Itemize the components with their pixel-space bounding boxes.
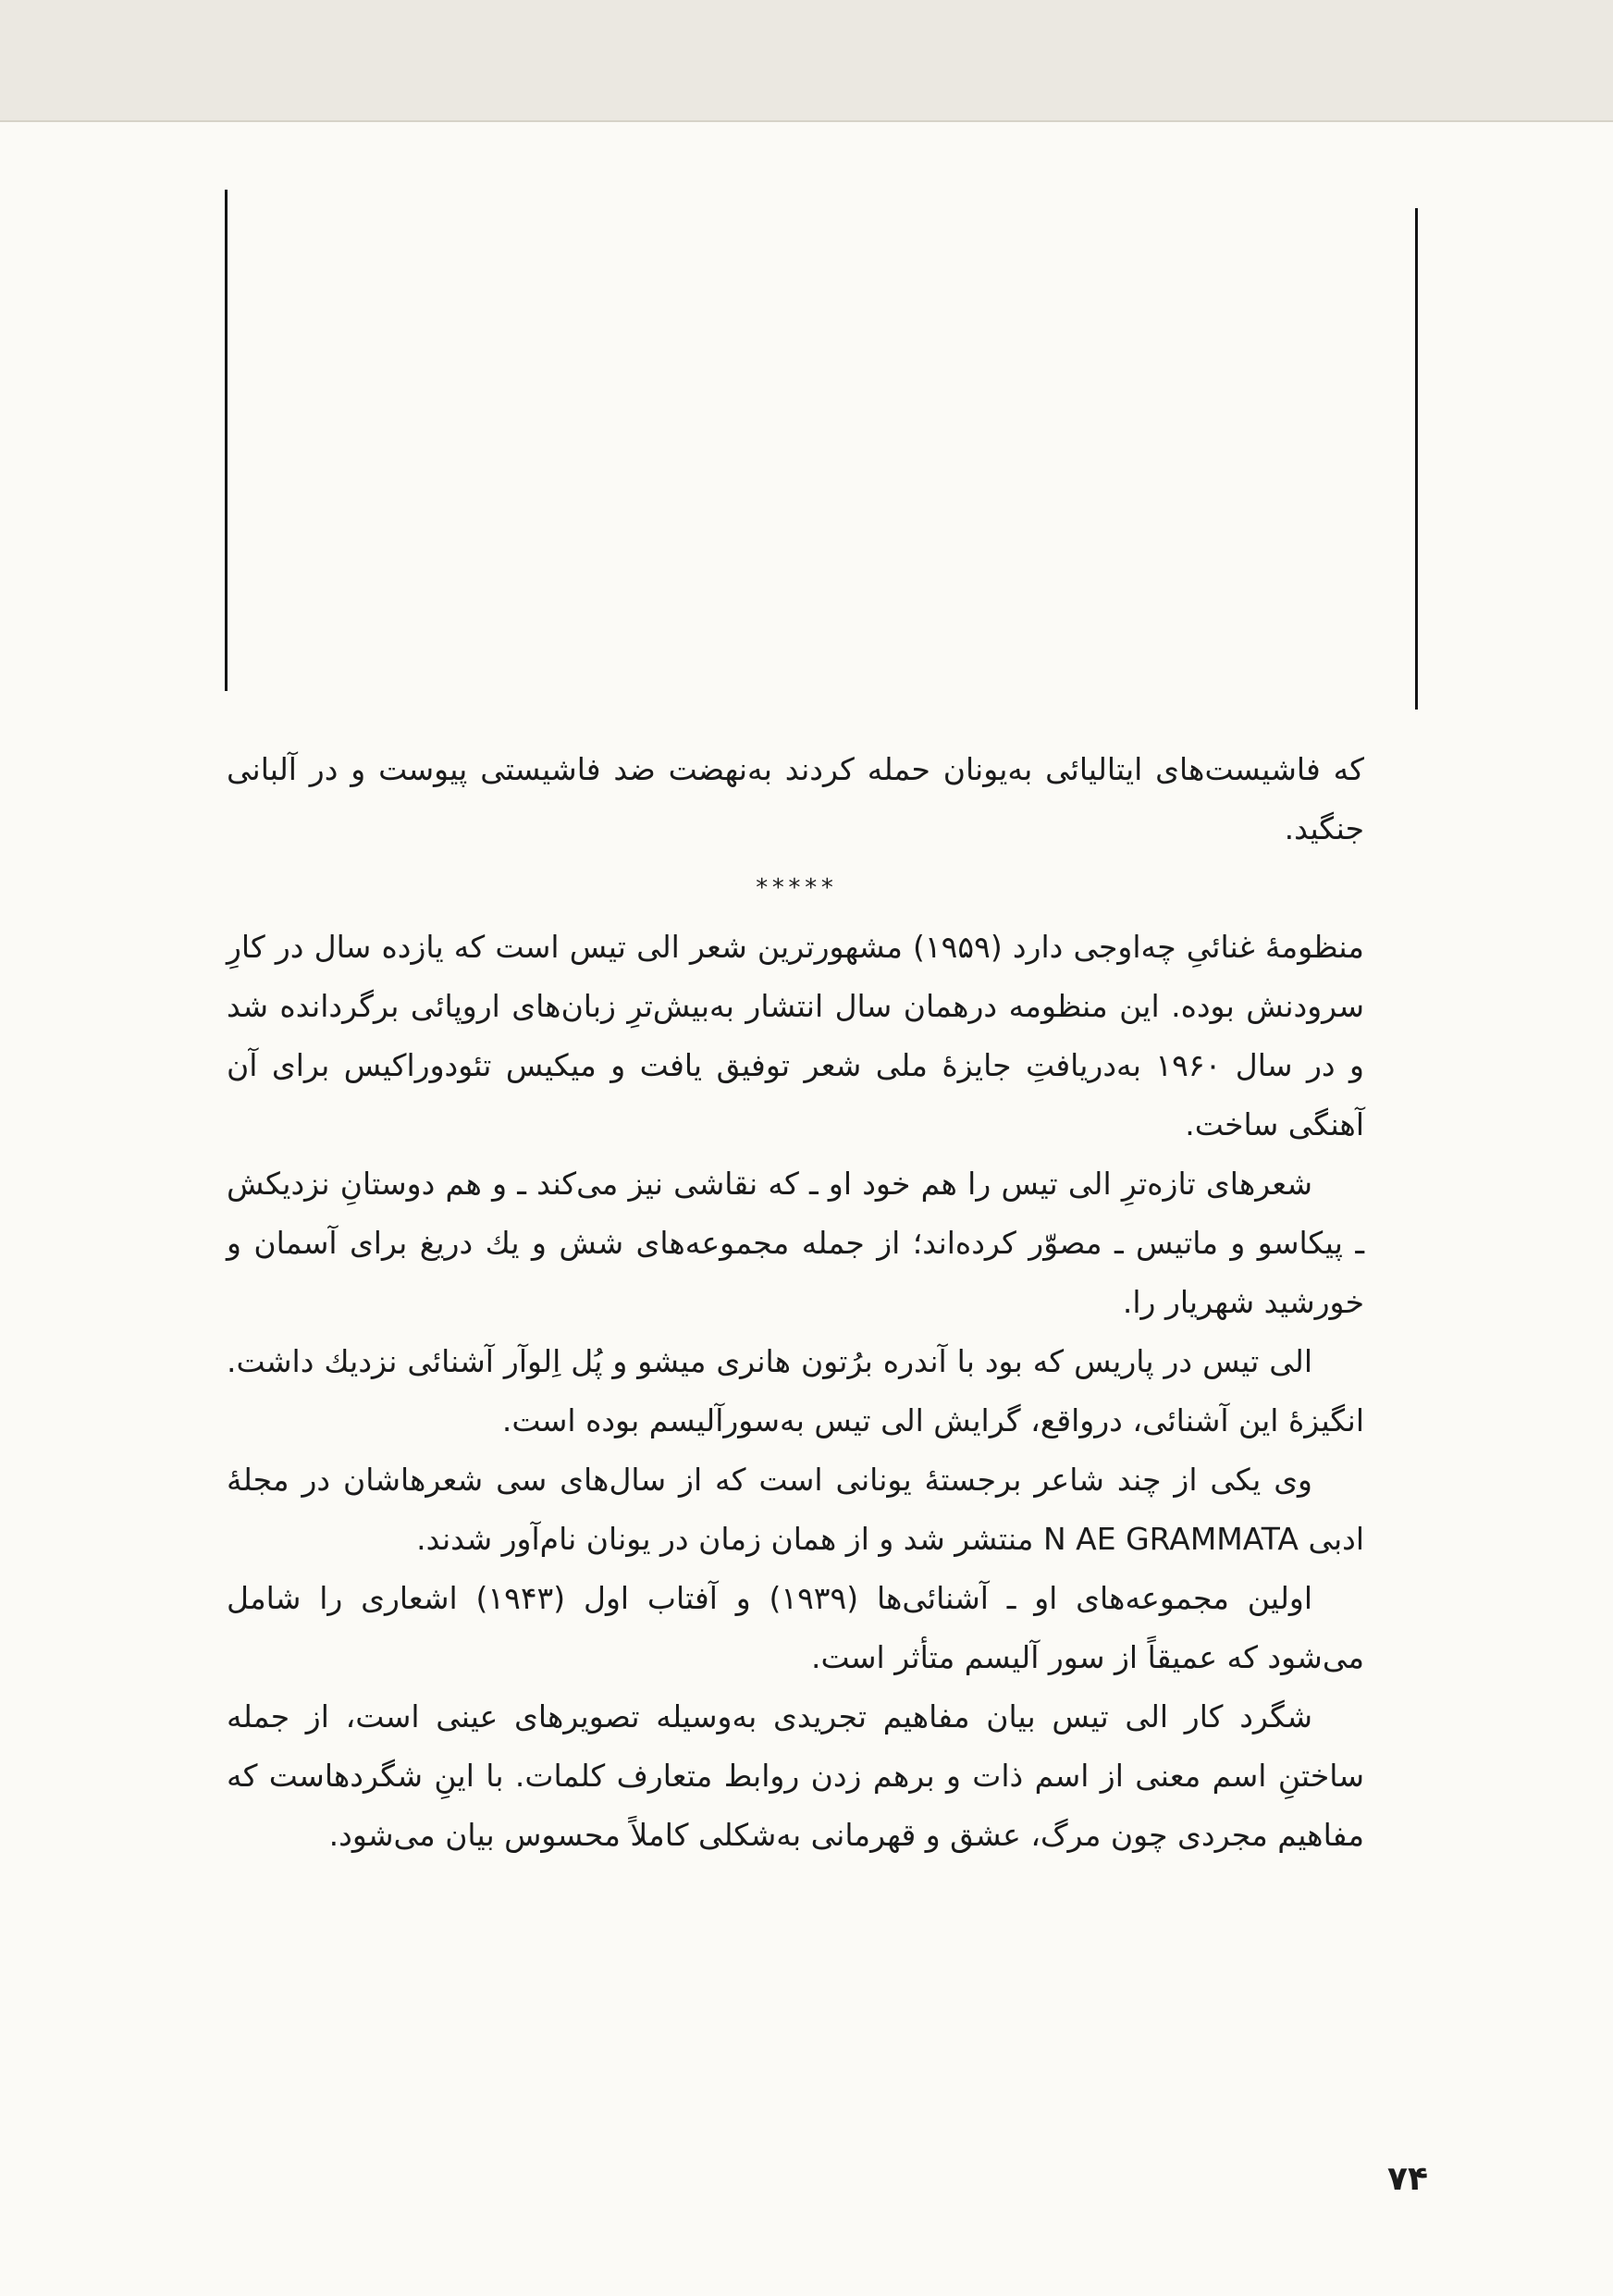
paragraph: اولین مجموعه‌های او ـ آشنائی‌ها (۱۹۳۹) و آفتاب اول (۱۹۴۳) اشعاری را شامل می‌شود که عمیقاً از سور آلیسم متأثر است.: [227, 1580, 1364, 1675]
paragraph: وی یکی از چند شاعر برجستهٔ یونانی است که از سال‌های سی شعرهاشان در مجلهٔ ادبی N AE GRAMMATA منتشر شد و از همان زمان در یونان نام‌آور شدند.: [227, 1462, 1364, 1557]
page-top-edge: [0, 0, 1613, 130]
left-border-line: [225, 190, 228, 691]
paragraph: که فاشیست‌های ایتالیائی به‌یونان حمله کردند به‌نهضت ضد فاشیستی پیوست و در آلبانی جنگید.: [227, 751, 1364, 846]
right-border-line: [1415, 208, 1418, 710]
paragraph: شعرهای تازه‌ترِ الی تیس را هم خود او ـ که نقاشی نیز می‌کند ـ و هم دوستانِ نزدیکش ـ پیکاسو و ماتیس ـ مصوّر کرده‌اند؛ از جمله مجموعه‌های شش و یك دریغ برای آسمان و خورشید شهریار را.: [227, 1166, 1364, 1320]
paragraph: منظومهٔ غنائیِ چه‌اوجی دارد (۱۹۵۹) مشهورترین شعر الی تیس است که یازده سال در کارِ سرودنش بوده. این منظومه درهمان سال انتشار به‌بیش‌ترِ زبان‌های اروپائی برگردانده شد و در سال ۱۹۶۰ به‌دریافتِ جایزهٔ ملی شعر توفیق یافت و میکیس تئودوراکیس برای آن آهنگی ساخت.: [227, 929, 1364, 1142]
page-number: ۷۴: [1387, 2160, 1428, 2198]
body-text: [227, 740, 1364, 1865]
paragraph: شگرد کار الی تیس بیان مفاهیم تجریدی به‌وسیله تصویرهای عینی است، از جمله ساختنِ اسم معنی از اسم ذات و برهم زدن روابط متعارف کلمات. با اینِ شگردهاست که مفاهیم مجردی چون مرگ، عشق و قهرمانی به‌شکلی کاملاً محسوس بیان می‌شود.: [227, 1698, 1364, 1853]
section-separator: *****: [754, 874, 837, 902]
paragraph: الی تیس در پاریس که بود با آندره برُتون هانری میشو و پُل اِلوآر آشنائی نزدیك داشت. انگیزهٔ این آشنائی، درواقع، گرایش الی تیس به‌سورآلیسم بوده است.: [227, 1343, 1364, 1438]
